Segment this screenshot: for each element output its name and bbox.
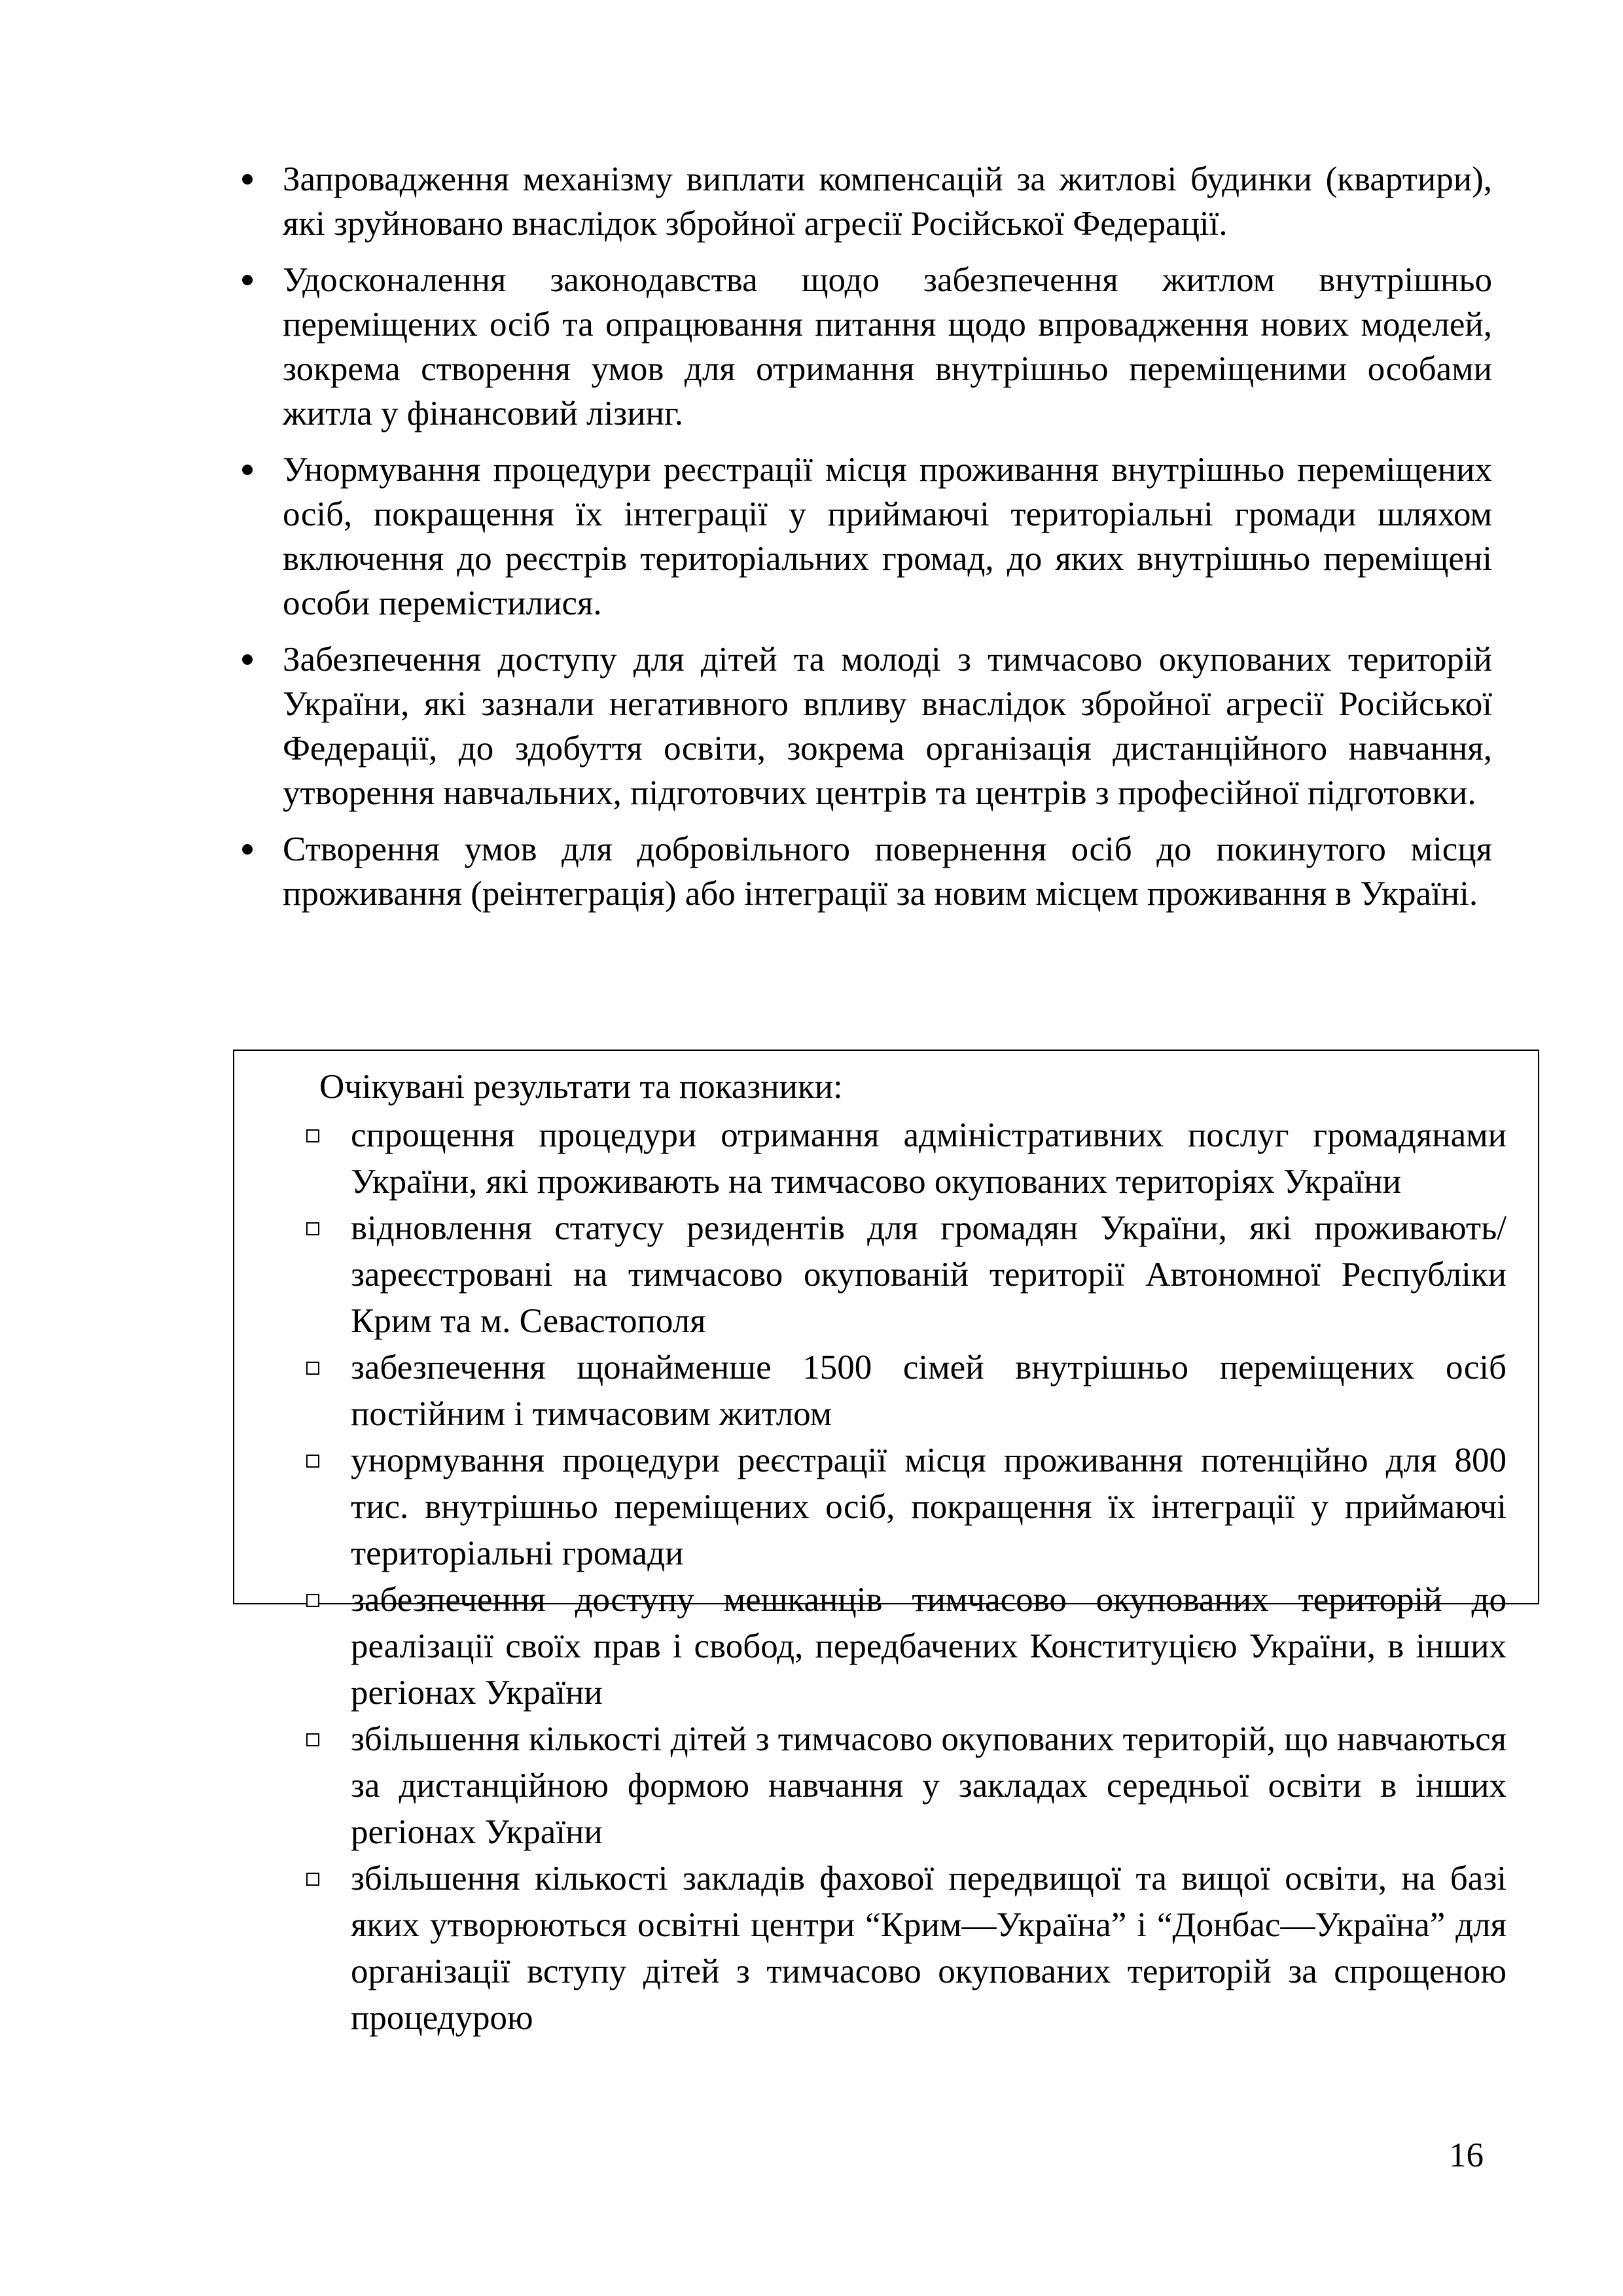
list-item-text: Унормування процедури реєстрації місця проживання внутрішньо переміщених осіб, покращення їх інтеграції у приймаючі територіальні громади шляхом включення до реєстрів територіальних громад, до яких внутрішньо переміщені особи перемістилися. — [283, 451, 1492, 622]
checkbox-square-icon — [306, 1873, 319, 1886]
measures-list — [236, 157, 1492, 928]
list-item — [306, 1205, 1507, 1345]
list-item — [306, 1112, 1507, 1205]
list-item — [236, 637, 1492, 815]
list-item — [236, 448, 1492, 626]
list-item-text: Забезпечення доступу для дітей та молоді з тимчасово окупованих територій України, які зазнали негативного впливу внаслідок збройної агресії Російської Федерації, до здобуття освіти, зокрема організація дистанційного навчання, утворення навчальних, підготовчих центрів та центрів з професійної підготовки. — [283, 641, 1492, 812]
bullet-icon — [242, 275, 253, 285]
list-item — [306, 1438, 1507, 1577]
checkbox-square-icon — [306, 1222, 319, 1235]
list-item-text: відновлення статусу резидентів для громадян України, які проживають/зареєстровані на тимчасово окупованій території Автономної Республіки Крим та м. Севастополя — [351, 1209, 1507, 1340]
expected-results-box — [233, 1050, 1539, 2037]
list-item-text: забезпечення доступу мешканців тимчасово окупованих територій до реалізації своїх прав і свобод, передбачених Конституцією України, в інших регіонах України — [351, 1581, 1507, 1712]
list-item-text: забезпечення щонайменше 1500 сімей внутрішньо переміщених осіб постійним і тимчасовим житлом — [351, 1349, 1507, 1433]
bullet-icon — [242, 465, 253, 475]
results-list — [306, 1112, 1507, 2041]
list-item — [306, 1856, 1507, 2041]
checkbox-square-icon — [306, 1594, 319, 1607]
list-item — [236, 827, 1492, 916]
list-item-text: Удосконалення законодавства щодо забезпечення житлом внутрішньо переміщених осіб та опрацювання питання щодо впровадження нових моделей, зокрема створення умов для отримання внутрішньо переміщеними особами житла у фінансовий лізинг. — [283, 261, 1492, 433]
checkbox-square-icon — [306, 1362, 319, 1375]
list-item — [236, 157, 1492, 246]
checkbox-square-icon — [306, 1733, 319, 1746]
list-item-text: збільшення кількості дітей з тимчасово окупованих територій, що навчаються за дистанційною формою навчання у закладах середньої освіти в інших регіонах України — [351, 1720, 1507, 1851]
page-number: 16 — [1449, 2136, 1484, 2174]
list-item-text: Запровадження механізму виплати компенсацій за житлові будинки (квартири), які зруйновано внаслідок збройної агресії Російської Федерації. — [283, 160, 1492, 243]
list-item-text: Створення умов для добровільного повернення осіб до покинутого місця проживання (реінтеграція) або інтеграції за новим місцем проживання в Україні. — [283, 830, 1492, 913]
bullet-icon — [242, 174, 253, 185]
checkbox-square-icon — [306, 1129, 319, 1142]
bullet-icon — [242, 654, 253, 665]
results-heading: Очікувані результати та показники: — [319, 1068, 843, 1106]
checkbox-square-icon — [306, 1455, 319, 1468]
list-item-text: збільшення кількості закладів фахової передвищої та вищої освіти, на базі яких утворюються освітні центри “Крим—Україна” і “Донбас—Україна” для організації вступу дітей з тимчасово окупованих територій за спрощеною процедурою — [351, 1860, 1507, 2037]
list-item — [306, 1716, 1507, 1856]
list-item — [306, 1345, 1507, 1438]
list-item — [306, 1577, 1507, 1716]
list-item-text: спрощення процедури отримання адміністративних послуг громадянами України, які проживають на тимчасово окупованих територіях України — [351, 1116, 1507, 1201]
list-item-text: унормування процедури реєстрації місця проживання потенційно для 800 тис. внутрішньо переміщених осіб, покращення їх інтеграції у приймаючі територіальні громади — [351, 1441, 1507, 1572]
list-item — [236, 258, 1492, 436]
bullet-icon — [242, 844, 253, 855]
